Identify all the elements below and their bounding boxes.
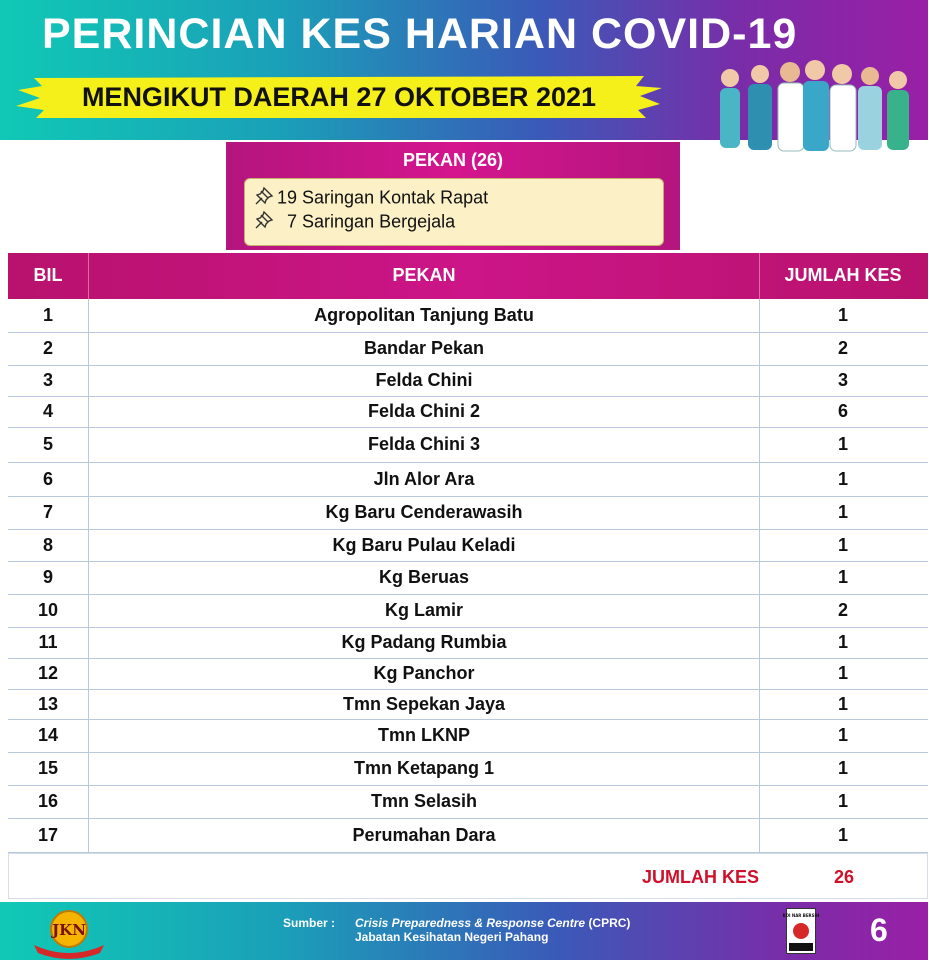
table-row xyxy=(8,818,928,853)
table-row xyxy=(8,785,928,819)
summary-breakdown-box xyxy=(244,178,664,246)
summary-item xyxy=(253,210,455,232)
cell-pekan: Felda Chini 2 xyxy=(88,396,760,427)
cell-pekan: Kg Baru Pulau Keladi xyxy=(88,529,760,561)
total-value: 26 xyxy=(833,867,855,887)
table-row xyxy=(8,561,928,595)
footer-bar xyxy=(0,902,928,960)
total-row xyxy=(8,853,928,899)
cell-pekan: Felda Chini 3 xyxy=(88,427,760,462)
cell-bil: 15 xyxy=(37,758,59,778)
cell-jumlah-kes: 3 xyxy=(837,370,848,390)
table-row xyxy=(8,689,928,720)
cell-jumlah-kes: 1 xyxy=(837,502,848,522)
header-banner xyxy=(0,0,928,140)
cell-bil: 9 xyxy=(42,567,53,587)
cell-jumlah-kes: 1 xyxy=(837,725,848,745)
cell-bil: 1 xyxy=(42,305,53,325)
cell-pekan: Kg Lamir xyxy=(88,594,760,627)
cell-jumlah-kes: 1 xyxy=(837,567,848,587)
summary-item-text: 7 Saringan Bergejala xyxy=(287,211,456,232)
cell-jumlah-kes: 1 xyxy=(837,305,848,325)
table-row xyxy=(8,627,928,659)
table-row xyxy=(8,299,928,333)
pushpin-icon xyxy=(253,186,277,211)
pushpin-icon xyxy=(253,210,277,235)
cell-jumlah-kes: 1 xyxy=(837,663,848,683)
cell-jumlah-kes: 1 xyxy=(837,468,848,489)
cell-pekan: Perumahan Dara xyxy=(88,818,760,852)
cell-bil: 5 xyxy=(42,434,53,454)
summary-item xyxy=(253,186,488,208)
svg-text:KOI NAR BERSIH: KOI NAR BERSIH xyxy=(782,913,820,918)
cell-jumlah-kes: 1 xyxy=(837,791,848,811)
cell-jumlah-kes: 1 xyxy=(837,758,848,778)
table-header xyxy=(8,253,928,299)
table-row xyxy=(8,719,928,753)
total-label: JUMLAH KES xyxy=(641,867,759,887)
header-jumlah-kes: JUMLAH KES xyxy=(784,265,902,285)
cell-bil: 16 xyxy=(37,791,59,811)
subtitle-banner xyxy=(14,74,664,120)
cell-jumlah-kes: 2 xyxy=(837,600,848,620)
subtitle-text: MENGIKUT DAERAH 27 OKTOBER 2021 xyxy=(81,82,597,112)
table-row xyxy=(8,427,928,463)
cell-pekan: Agropolitan Tanjung Batu xyxy=(88,299,760,332)
cell-bil: 7 xyxy=(42,502,53,522)
cell-pekan: Kg Padang Rumbia xyxy=(88,627,760,658)
cell-jumlah-kes: 2 xyxy=(837,338,848,358)
cell-bil: 6 xyxy=(42,468,53,489)
table-row xyxy=(8,496,928,530)
source-org: Crisis Preparedness & Response Centre (CPRC) xyxy=(355,916,631,930)
summary-item-text: 19 Saringan Kontak Rapat xyxy=(277,187,489,208)
jkn-logo xyxy=(30,905,108,957)
cell-jumlah-kes: 1 xyxy=(837,434,848,454)
table-row xyxy=(8,462,928,497)
cell-bil: 12 xyxy=(37,663,59,683)
cell-bil: 2 xyxy=(42,338,53,358)
cell-pekan: Felda Chini xyxy=(88,365,760,396)
cell-pekan: Tmn LKNP xyxy=(88,719,760,752)
cell-pekan: Tmn Sepekan Jaya xyxy=(88,689,760,719)
cell-bil: 4 xyxy=(42,401,53,421)
jkn-logo-text: JKN xyxy=(52,921,86,939)
table-row xyxy=(8,752,928,786)
table-row xyxy=(8,658,928,690)
table-row xyxy=(8,332,928,366)
district-summary-card xyxy=(226,142,680,250)
healthcare-workers-illustration xyxy=(690,62,926,152)
header-bil: BIL xyxy=(33,265,63,285)
cell-bil: 3 xyxy=(42,370,53,390)
cell-pekan: Tmn Ketapang 1 xyxy=(88,752,760,785)
cell-jumlah-kes: 6 xyxy=(837,401,848,421)
cell-pekan: Tmn Selasih xyxy=(88,785,760,818)
header-pekan: PEKAN xyxy=(88,253,760,299)
cell-jumlah-kes: 1 xyxy=(837,534,848,555)
cell-bil: 10 xyxy=(37,600,59,620)
cell-pekan: Kg Beruas xyxy=(88,561,760,594)
table-row xyxy=(8,529,928,562)
cell-pekan: Kg Panchor xyxy=(88,658,760,689)
cell-jumlah-kes: 1 xyxy=(837,693,848,714)
cell-jumlah-kes: 1 xyxy=(837,824,848,845)
page-number: 6 xyxy=(870,912,888,948)
cell-pekan: Kg Baru Cenderawasih xyxy=(88,496,760,529)
table-row xyxy=(8,365,928,397)
koi-nar-bersih-badge xyxy=(782,908,820,954)
cell-jumlah-kes: 1 xyxy=(837,632,848,652)
district-summary-title: PEKAN (26) xyxy=(402,150,504,170)
cell-bil: 17 xyxy=(37,824,59,845)
cases-table xyxy=(8,253,928,845)
cell-pekan: Jln Alor Ara xyxy=(88,462,760,496)
cell-bil: 11 xyxy=(38,632,58,652)
source-department: Jabatan Kesihatan Negeri Pahang xyxy=(355,930,549,944)
table-row xyxy=(8,396,928,428)
table-row xyxy=(8,594,928,628)
cell-bil: 13 xyxy=(37,693,59,714)
cell-bil: 14 xyxy=(37,725,59,745)
cell-bil: 8 xyxy=(42,534,53,555)
page-title: PERINCIAN KES HARIAN COVID-19 xyxy=(42,10,798,58)
source-label: Sumber : xyxy=(283,916,336,930)
cell-pekan: Bandar Pekan xyxy=(88,332,760,365)
